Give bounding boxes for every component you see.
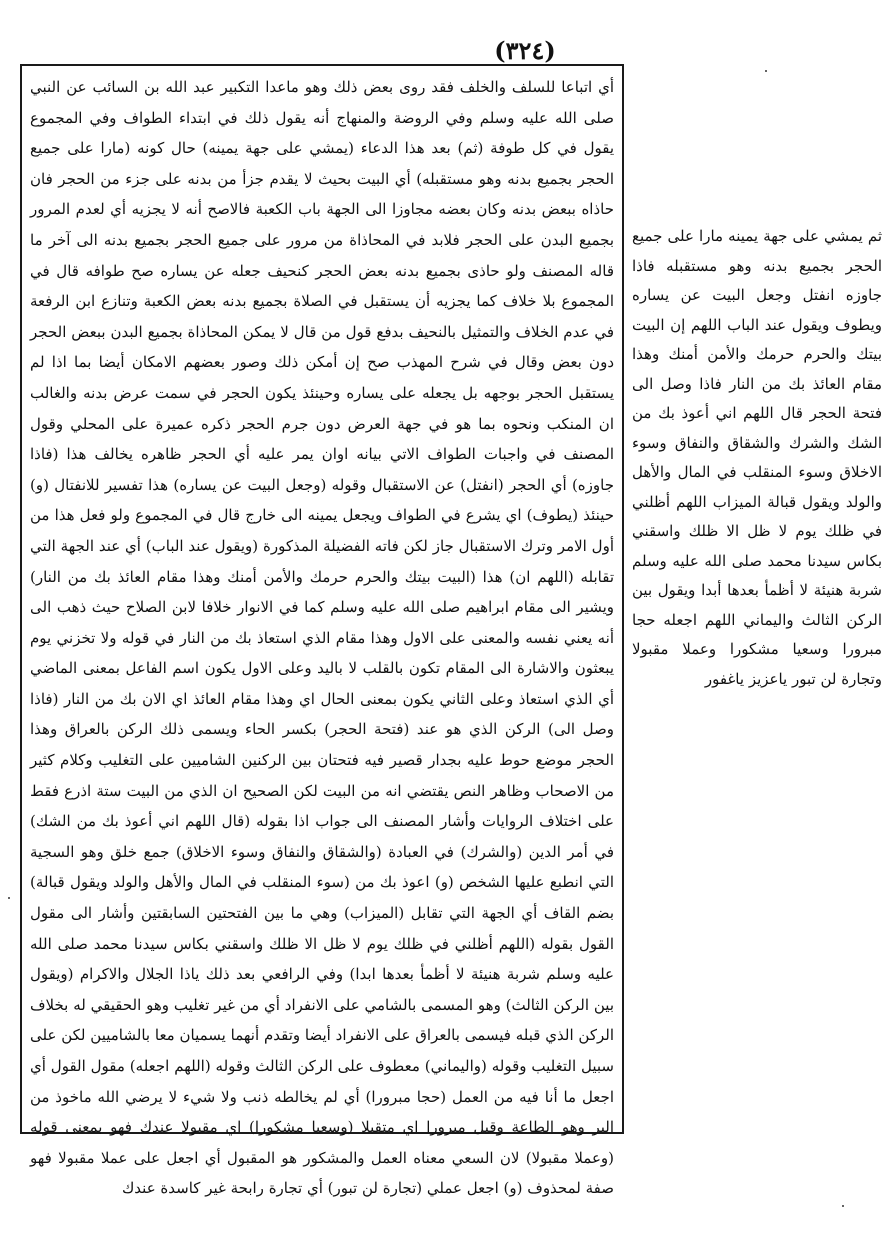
- main-text-frame: [20, 64, 624, 1198]
- scan-speck: [842, 1205, 844, 1207]
- scan-speck: [8, 897, 10, 899]
- page-number: (٣٢٤): [494, 36, 556, 65]
- main-paragraph: أي اتباعا للسلف والخلف فقد روى بعض ذلك وهو ماعدا التكبير عبد الله بن السائب عن النبي صلى الله عليه وسلم وفي الروضة والمنهاج أنه يقول ذلك في ابتداء الطواف وفي المجموع يقول في كل طوفة (ثم) بعد هذا الدعاء (يمشي على جهة يمينه) حال كونه (مارا على جميع الحجر بجميع بدنه وهو مستقبله) أي البيت بحيث لا يقدم جزأ من بدنه على جزء من الحجر فان حاذاه ببعض بدنه وكان بعضه مجاوزا الى الجهة باب الكعبة فالاصح أنه لا يجزيه أي لعدم المرور بجميع البدن على الحجر فلابد في المحاذاة من مرور على جميع الحجر بجميع بدنه الى آخر ما قاله المصنف ولو حاذى بجميع بدنه بعض الحجر كنحيف جعله عن يساره صح طوافه قال في المجموع بلا خلاف كما يجزيه أن يستقبل في الصلاة بجميع بدنه بعض الكعبة وتنازع ابن الرفعة في عدم الخلاف والتمثيل بالنحيف بدفع قول من قال لا يمكن المحاذاة بجميع البدن ببعض الحجر دون بعض وقال في شرح المهذب صح إن أمكن ذلك وصور بعضهم الامكان أيضا بما اذا لم يستقبل الحجر بوجهه بل يجعله على يساره وحينئذ يكون الحجر في سمت عرض بدنه والغالب ان المنكب ونحوه بما هو في جهة العرض دون جرم الحجر ذكره عميرة على المحلي وقول المصنف في واجبات الطواف الاتي بيانه اوان يمر عليه أي الحجر ظاهره يخالف هذا (فاذا جاوزه) أي الحجر (انفتل) عن الاستقبال وقوله (وجعل البيت عن يساره) هذا تفسير للانفتال (و) حينئذ (يطوف) اي يشرع في الطواف ويجعل يمينه الى خارج قال في المجموع ولو فعل هذا من أول الامر وترك الاستقبال جاز لكن فاته الفضيلة المذكورة (ويقول عند الباب) أي عند الجهة التي تقابله (اللهم ان) هذا (البيت بيتك والحرم حرمك والأمن أمنك وهذا مقام العائذ بك من النار) ويشير الى مقام ابراهيم صلى الله عليه وسلم كما في الانوار خلافا لابن الصلاح حيث ذهب الى أنه يعني نفسه والمعنى على الاول وهذا مقام الذي استعاذ بك من النار في قوله ولا تخزني يوم يبعثون والاشارة الى المقام تكون بالقلب لا باليد وعلى الاول يكون اسم الفاعل بمعنى الماضي أي الذي استعاذ وعلى الثاني يكون بمعنى الحال اي وهذا مقام العائذ اي الان بك من النار (فاذا وصل الى) الركن الذي هو عند (فتحة الحجر) بكسر الحاء ويسمى ذلك الركن بالعراق وهذا الحجر موضع حوط عليه بجدار قصير فيه فتحتان بين الركنين الشاميين على التغليب وكلام كثير من الاصحاب وظاهر النص يقتضي انه من البيت لكن الصحيح ان الذي من البيت ستة اذرع فقط على اختلاف الروايات وأشار المصنف الى جواب اذا بقوله (قال اللهم اني أعوذ بك من الشك) في أمر الدين (والشرك) في العبادة (والشقاق والنفاق وسوء الاخلاق) جمع خلق وهو السجية التي انطبع عليها الشخص (و) اعوذ بك من (سوء المنقلب في المال والأهل والولد ويقول قبالة) بضم القاف أي الجهة التي تقابل (الميزاب) وهي ما بين الفتحتين السابقتين وأشار الى مقول القول بقوله (اللهم أظلني في ظلك يوم لا ظل الا ظلك واسقني بكاس سيدنا محمد صلى الله عليه وسلم شربة هنيئة لا أظمأ بعدها ابدا) وفي الرافعي بعد ذلك ياذا الجلال والاكرام (ويقول بين الركن الثالث) وهو المسمى بالشامي على الانفراد أي من غير تغليب وهو الحقيقي له بخلاف الركن الذي قبله فيسمى بالعراق على الانفراد أيضا وتقدم أنهما يسميان معا بالشاميين لكن على سبيل التغليب وقوله (واليماني) معطوف على الركن الثالث وقوله (اللهم اجعله) مقول القول أي اجعل ما أنا فيه من العمل (حجا مبرورا) أي لم يخالطه ذنب ولا شيء لا يرضي الله ماخوذ من البر وهو الطاعة وقيل مبرورا اي متقبلا (وسعيا مشكورا) اي مقبولا عندك فهو بمعنى قوله (وعملا مقبولا) لان السعي معناه العمل والمشكور هو المقبول أي اجعل على عملا مقبولا فهو صفة لمحذوف (و) اجعل عملي (تجارة لن تبور) أي تجارة رابحة غير كاسدة عندك: [30, 78, 614, 1198]
- margin-paragraph: ثم يمشي على جهة يمينه مارا على جميع الحجر بجميع بدنه وهو مستقبله فاذا جاوزه انفتل وجعل البيت عن يساره ويطوف ويقول عند الباب اللهم إن البيت بيتك والحرم حرمك والأمن أمنك وهذا مقام العائذ بك من النار فاذا وصل الى فتحة الحجر قال اللهم اني أعوذ بك من الشك والشرك والشقاق والنفاق وسوء الاخلاق وسوء المنقلب في المال والأهل والولد ويقول قبالة الميزاب اللهم أظلني في ظلك يوم لا ظل الا ظلك واسقني بكاس سيدنا محمد صلى الله عليه وسلم شربة هنيئة لا أظمأ بعدها أبدا ويقول بين الركن الثالث واليماني اللهم اجعله حجا مبرورا وسعيا مشكورا وعملا مقبولا وتجارة لن تبور ياعزيز ياغفور: [632, 227, 882, 688]
- main-commentary: [30, 72, 614, 1204]
- margin-column: [632, 222, 882, 982]
- margin-base-text: [632, 222, 882, 694]
- scan-speck: [765, 70, 767, 72]
